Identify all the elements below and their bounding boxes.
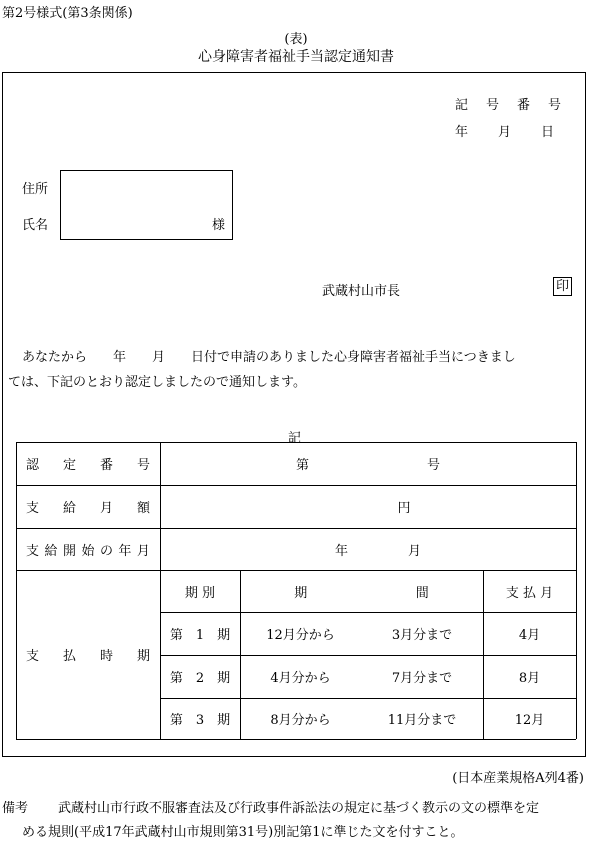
- row-label-cert-number: 認 定 番 号: [26, 458, 150, 473]
- period-3-to: 11月分まで: [387, 713, 457, 728]
- row-label-start-month: 支 給 開 始 の 年 月: [26, 543, 150, 559]
- period-2-to: 7月分まで: [391, 671, 453, 686]
- header-span: 期 間: [294, 585, 429, 601]
- row-value-monthly-amount: 円: [397, 501, 411, 516]
- period-2-month: 8月: [518, 671, 541, 686]
- remarks-label: 備考: [2, 801, 29, 816]
- period-1-from: 12月分から: [266, 628, 335, 643]
- remarks-line-2: める規則(平成17年武蔵村山市規則第31号)別記第1に準じた文を付すこと。: [22, 825, 464, 840]
- page-title: 心身障害者福祉手当認定通知書: [198, 49, 394, 65]
- period-1-month: 4月: [518, 628, 541, 643]
- honorific: 様: [212, 218, 226, 233]
- side-label: (表): [284, 32, 308, 47]
- period-1: 第 1 期: [169, 628, 231, 643]
- row-label-monthly-amount: 支 給 月 額: [26, 501, 150, 516]
- ki-heading: 記: [288, 431, 302, 446]
- date-line: 年 月 日: [455, 125, 555, 140]
- period-3: 第 3 期: [169, 713, 231, 728]
- period-3-month: 12月: [514, 713, 545, 728]
- row-value-cert-number: 第 号: [295, 458, 441, 473]
- period-2: 第 2 期: [169, 671, 231, 686]
- period-2-from: 4月分から: [270, 671, 331, 686]
- body-line-2: ては、下記のとおり認定しましたので通知します。: [8, 375, 306, 390]
- remarks-line-1: 武蔵村山市行政不服審査法及び行政事件訴訟法の規定に基づく教示の文の標準を定: [58, 801, 540, 816]
- issuer: 武蔵村山市長: [322, 284, 401, 299]
- name-label: 氏名: [22, 218, 49, 233]
- body-line-1: あなたから 年 月 日付で申請のありました心身障害者福祉手当につきまし: [22, 350, 516, 365]
- period-1-to: 3月分まで: [391, 628, 453, 643]
- paper-size-note: (日本産業規格A列4番): [452, 771, 584, 786]
- address-name-box: [60, 170, 233, 240]
- doc-number: 記 号 番 号: [455, 98, 562, 113]
- period-3-from: 8月分から: [270, 713, 331, 728]
- form-id: 第2号様式(第3条関係): [2, 6, 133, 21]
- address-label: 住所: [22, 182, 49, 197]
- row-label-payment-period: 支 払 時 期: [26, 649, 150, 664]
- row-value-start-month: 年 月: [334, 543, 422, 559]
- seal-mark: 印: [553, 277, 572, 296]
- header-period: 期 別: [184, 585, 216, 601]
- header-payment-month: 支 払 月: [505, 585, 554, 601]
